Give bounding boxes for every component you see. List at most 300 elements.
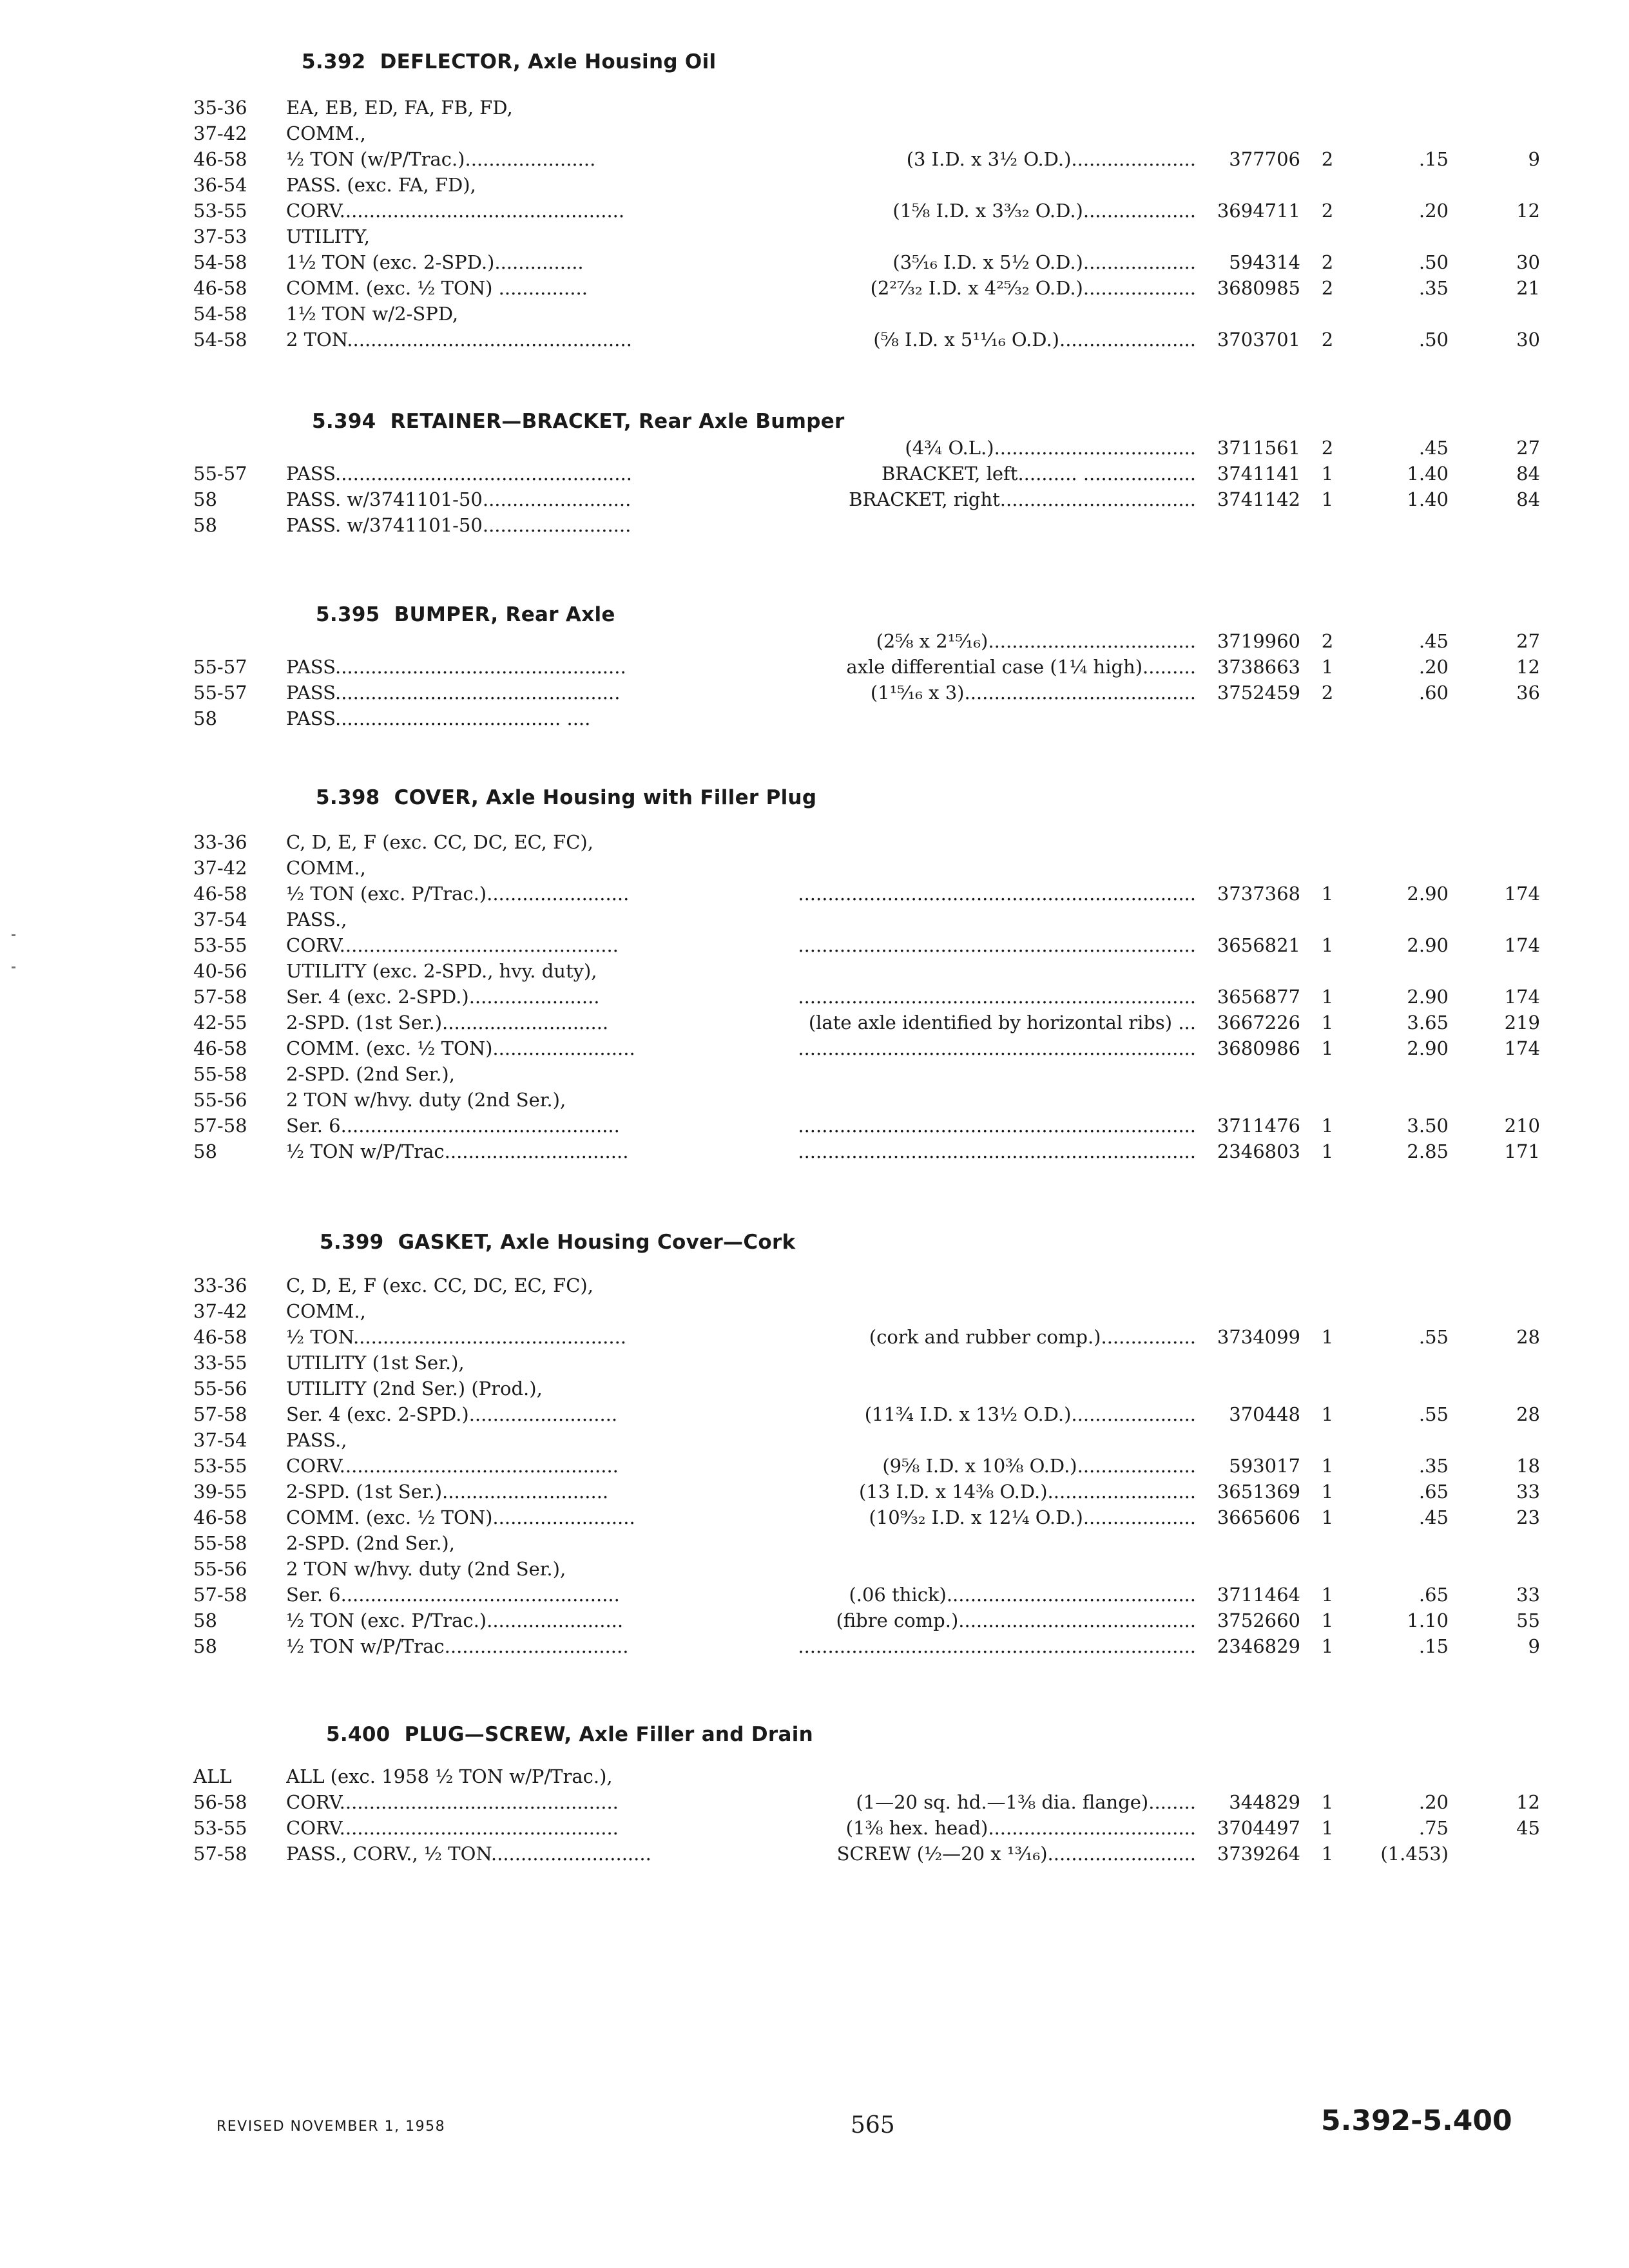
model-description: EA, EB, ED, FA, FB, FD, <box>286 97 513 119</box>
model-years: 55-56 <box>193 1089 247 1111</box>
model-description: ½ TON (exc. P/Trac.)........................ <box>286 883 630 905</box>
part-description: (10⁹⁄₃₂ I.D. x 12¼ O.D.)................... <box>869 1506 1196 1528</box>
model-description: UTILITY (exc. 2-SPD., hvy. duty), <box>286 960 597 982</box>
part-description: ................................................................... <box>798 934 1196 956</box>
part-description: (3⁵⁄₁₆ I.D. x 5½ O.D.)................... <box>892 251 1196 273</box>
part-number: 3694711 <box>1217 200 1300 222</box>
model-description: PASS., <box>286 908 347 930</box>
table-row <box>0 1326 1629 1352</box>
model-description: ½ TON w/P/Trac............................... <box>286 1140 629 1162</box>
table-row <box>0 226 1629 251</box>
part-number: 3704497 <box>1217 1817 1300 1839</box>
price: 2.90 <box>1407 1037 1449 1059</box>
part-number: 377706 <box>1229 148 1300 170</box>
part-description: SCREW (½—20 x ¹³⁄₁₆)......................... <box>836 1843 1196 1865</box>
table-row <box>0 857 1629 883</box>
model-years: 46-58 <box>193 148 247 170</box>
model-description: UTILITY, <box>286 226 370 247</box>
model-description: Ser. 4 (exc. 2-SPD.)...................... <box>286 986 600 1008</box>
table-row <box>0 1584 1629 1610</box>
quantity: 1 <box>1321 1635 1334 1657</box>
model-years: 58 <box>193 1610 217 1631</box>
section-number: 5.395 <box>316 603 380 626</box>
part-number: 2346803 <box>1217 1140 1300 1162</box>
part-description: (cork and rubber comp.)................ <box>869 1326 1196 1348</box>
model-description: PASS., <box>286 1429 347 1451</box>
quantity: 2 <box>1321 200 1334 222</box>
section-header <box>316 603 615 626</box>
weight: 84 <box>1516 463 1540 485</box>
price: 2.90 <box>1407 883 1449 905</box>
table-row <box>0 1843 1629 1869</box>
price: .35 <box>1418 277 1449 299</box>
model-years: 40-56 <box>193 960 247 982</box>
quantity: 2 <box>1321 277 1334 299</box>
price: .50 <box>1418 329 1449 351</box>
model-description: CORV............................................... <box>286 1455 619 1477</box>
weight: 45 <box>1516 1817 1540 1839</box>
table-row <box>0 682 1629 707</box>
model-description: 2-SPD. (1st Ser.)............................ <box>286 1481 609 1503</box>
quantity: 1 <box>1321 1791 1334 1813</box>
table-row <box>0 1378 1629 1403</box>
table-row <box>0 1558 1629 1584</box>
section-number: 5.399 <box>320 1231 384 1254</box>
price: .65 <box>1418 1584 1449 1606</box>
table-row <box>0 1403 1629 1429</box>
table-row <box>0 122 1629 148</box>
model-years: 33-36 <box>193 1274 247 1296</box>
model-years: 46-58 <box>193 1037 247 1059</box>
part-description: (9⅝ I.D. x 10⅜ O.D.).................... <box>882 1455 1196 1477</box>
model-description: 2-SPD. (2nd Ser.), <box>286 1063 455 1085</box>
model-description: 2 TON w/hvy. duty (2nd Ser.), <box>286 1089 566 1111</box>
weight: 174 <box>1504 1037 1540 1059</box>
model-years: 37-42 <box>193 857 247 879</box>
weight: 27 <box>1516 630 1540 652</box>
section-title: BUMPER, Rear Axle <box>394 603 615 626</box>
model-description: UTILITY (1st Ser.), <box>286 1352 465 1374</box>
table-row <box>0 97 1629 122</box>
model-years: 56-58 <box>193 1791 247 1813</box>
part-description: (13 I.D. x 14⅜ O.D.)......................... <box>858 1481 1196 1503</box>
part-number: 3656877 <box>1217 986 1300 1008</box>
part-number: 3719960 <box>1217 630 1300 652</box>
table-row <box>0 1635 1629 1661</box>
part-description: BRACKET, left.......... ................... <box>881 463 1196 485</box>
table-row <box>0 986 1629 1012</box>
table-row <box>0 831 1629 857</box>
price: .55 <box>1418 1403 1449 1425</box>
table-row <box>0 1352 1629 1378</box>
part-description: ................................................................... <box>798 1635 1196 1657</box>
model-description: PASS. w/3741101-50......................... <box>286 514 631 536</box>
price: 2.90 <box>1407 934 1449 956</box>
price: .45 <box>1418 1506 1449 1528</box>
model-years: 46-58 <box>193 277 247 299</box>
model-years: 39-55 <box>193 1481 247 1503</box>
table-row <box>0 251 1629 277</box>
table-row <box>0 934 1629 960</box>
part-description: (1¹⁵⁄₁₆ x 3)....................................... <box>870 682 1196 704</box>
quantity: 1 <box>1321 1584 1334 1606</box>
part-number: 3665606 <box>1217 1506 1300 1528</box>
model-years: 55-57 <box>193 463 247 485</box>
table-row <box>0 1481 1629 1506</box>
section-title: GASKET, Axle Housing Cover—Cork <box>398 1231 796 1254</box>
price: .20 <box>1418 200 1449 222</box>
part-number: 3656821 <box>1217 934 1300 956</box>
weight: 23 <box>1516 1506 1540 1528</box>
quantity: 2 <box>1321 437 1334 459</box>
weight: 33 <box>1516 1584 1540 1606</box>
model-description: ½ TON.............................................. <box>286 1326 627 1348</box>
quantity: 2 <box>1321 329 1334 351</box>
quantity: 1 <box>1321 1817 1334 1839</box>
section-header <box>316 786 816 809</box>
part-number: 3741142 <box>1217 488 1300 510</box>
price: .20 <box>1418 1791 1449 1813</box>
table-row <box>0 1115 1629 1140</box>
table-row <box>0 1300 1629 1326</box>
model-description: PASS., CORV., ½ TON........................... <box>286 1843 651 1865</box>
price: 2.90 <box>1407 986 1449 1008</box>
price: .35 <box>1418 1455 1449 1477</box>
part-description: BRACKET, right................................. <box>849 488 1196 510</box>
price: .20 <box>1418 656 1449 678</box>
weight: 27 <box>1516 437 1540 459</box>
model-years: 55-56 <box>193 1558 247 1580</box>
part-description: (⅝ I.D. x 5¹¹⁄₁₆ O.D.)....................... <box>873 329 1196 351</box>
model-description: C, D, E, F (exc. CC, DC, EC, FC), <box>286 831 593 853</box>
quantity: 1 <box>1321 883 1334 905</box>
model-description: 1½ TON (exc. 2-SPD.)............... <box>286 251 584 273</box>
margin-mark <box>12 966 15 968</box>
model-description: 1½ TON w/2-SPD, <box>286 303 459 325</box>
model-years: 53-55 <box>193 200 247 222</box>
table-row <box>0 463 1629 488</box>
table-row <box>0 656 1629 682</box>
model-years: ALL <box>193 1765 232 1787</box>
model-years: 55-57 <box>193 656 247 678</box>
quantity: 1 <box>1321 1610 1334 1631</box>
model-description: CORV............................................... <box>286 1817 619 1839</box>
table-row <box>0 707 1629 733</box>
model-years: 53-55 <box>193 934 247 956</box>
section-title: COVER, Axle Housing with Filler Plug <box>394 786 817 809</box>
quantity: 2 <box>1321 251 1334 273</box>
model-description: COMM., <box>286 1300 366 1322</box>
price: 1.40 <box>1407 463 1449 485</box>
part-description: ................................................................... <box>798 1037 1196 1059</box>
part-number: 3711464 <box>1217 1584 1300 1606</box>
part-number: 593017 <box>1229 1455 1300 1477</box>
quantity: 1 <box>1321 1115 1334 1137</box>
price: .15 <box>1418 148 1449 170</box>
part-description: (3 I.D. x 3½ O.D.)..................... <box>906 148 1196 170</box>
quantity: 1 <box>1321 1140 1334 1162</box>
model-description: PASS................................................. <box>286 656 626 678</box>
table-row <box>0 1610 1629 1635</box>
quantity: 1 <box>1321 1012 1334 1033</box>
table-row <box>0 908 1629 934</box>
table-row <box>0 1817 1629 1843</box>
price: 1.10 <box>1407 1610 1449 1631</box>
weight: 28 <box>1516 1326 1540 1348</box>
table-row <box>0 630 1629 656</box>
model-description: CORV............................................... <box>286 934 619 956</box>
margin-mark <box>12 934 15 936</box>
weight: 174 <box>1504 934 1540 956</box>
section-header <box>326 1723 813 1746</box>
model-years: 54-58 <box>193 303 247 325</box>
section-header <box>302 50 716 73</box>
weight: 18 <box>1516 1455 1540 1477</box>
quantity: 1 <box>1321 1037 1334 1059</box>
quantity: 2 <box>1321 682 1334 704</box>
page-number: 565 <box>851 2112 895 2138</box>
model-years: 35-36 <box>193 97 247 119</box>
quantity: 1 <box>1321 1455 1334 1477</box>
table-row <box>0 1455 1629 1481</box>
part-number: 344829 <box>1229 1791 1300 1813</box>
section-number: 5.400 <box>326 1723 390 1746</box>
weight: 171 <box>1504 1140 1540 1162</box>
model-description: PASS. (exc. FA, FD), <box>286 174 476 196</box>
quantity: 1 <box>1321 463 1334 485</box>
model-years: 53-55 <box>193 1455 247 1477</box>
model-years: 58 <box>193 1635 217 1657</box>
table-row <box>0 1506 1629 1532</box>
model-years: 58 <box>193 1140 217 1162</box>
part-number: 3739264 <box>1217 1843 1300 1865</box>
part-number: 3651369 <box>1217 1481 1300 1503</box>
model-description: Ser. 6............................................... <box>286 1115 620 1137</box>
price: .45 <box>1418 630 1449 652</box>
model-description: Ser. 6............................................... <box>286 1584 620 1606</box>
price: .65 <box>1418 1481 1449 1503</box>
table-row <box>0 1429 1629 1455</box>
model-description: ½ TON w/P/Trac............................... <box>286 1635 629 1657</box>
part-description: (4¾ O.L.).................................. <box>905 437 1196 459</box>
model-years: 37-42 <box>193 122 247 144</box>
model-description: CORV................................................ <box>286 200 625 222</box>
table-row <box>0 960 1629 986</box>
model-description: CORV............................................... <box>286 1791 619 1813</box>
part-number: 3738663 <box>1217 656 1300 678</box>
table-row <box>0 1791 1629 1817</box>
part-description: (11¾ I.D. x 13½ O.D.)..................... <box>864 1403 1196 1425</box>
model-years: 46-58 <box>193 1506 247 1528</box>
model-years: 55-57 <box>193 682 247 704</box>
quantity: 1 <box>1321 986 1334 1008</box>
part-number: 3711476 <box>1217 1115 1300 1137</box>
table-row <box>0 1089 1629 1115</box>
part-description: ................................................................... <box>798 1115 1196 1137</box>
price: 2.85 <box>1407 1140 1449 1162</box>
model-years: 58 <box>193 514 217 536</box>
quantity: 1 <box>1321 1843 1334 1865</box>
weight: 21 <box>1516 277 1540 299</box>
table-row <box>0 437 1629 463</box>
part-number: 3680985 <box>1217 277 1300 299</box>
model-description: COMM. (exc. ½ TON)........................ <box>286 1037 635 1059</box>
part-description: (2²⁷⁄₃₂ I.D. x 4²⁵⁄₃₂ O.D.)................... <box>870 277 1196 299</box>
table-row <box>0 1765 1629 1791</box>
model-years: 33-36 <box>193 831 247 853</box>
table-row <box>0 1037 1629 1063</box>
table-row <box>0 1063 1629 1089</box>
table-row <box>0 174 1629 200</box>
part-description: ................................................................... <box>798 883 1196 905</box>
model-years: 57-58 <box>193 986 247 1008</box>
section-header <box>312 410 845 433</box>
price: 3.65 <box>1407 1012 1449 1033</box>
price: .50 <box>1418 251 1449 273</box>
quantity: 1 <box>1321 1326 1334 1348</box>
model-years: 54-58 <box>193 329 247 351</box>
weight: 28 <box>1516 1403 1540 1425</box>
part-description: axle differential case (1¼ high)......... <box>846 656 1196 678</box>
model-years: 55-56 <box>193 1378 247 1399</box>
weight: 210 <box>1504 1115 1540 1137</box>
section-number: 5.398 <box>316 786 380 809</box>
table-row <box>0 883 1629 908</box>
part-description: (late axle identified by horizontal ribs) ... <box>808 1012 1196 1033</box>
part-description: ................................................................... <box>798 1140 1196 1162</box>
part-number: 2346829 <box>1217 1635 1300 1657</box>
weight: 55 <box>1516 1610 1540 1631</box>
quantity: 1 <box>1321 656 1334 678</box>
model-description: PASS.................................................. <box>286 463 632 485</box>
section-header <box>320 1231 796 1254</box>
model-years: 36-54 <box>193 174 247 196</box>
quantity: 1 <box>1321 1506 1334 1528</box>
table-row <box>0 303 1629 329</box>
model-description: ½ TON (exc. P/Trac.)....................... <box>286 1610 624 1631</box>
price: (1.453) <box>1380 1843 1449 1865</box>
section-number: 5.392 <box>302 50 366 73</box>
model-description: ALL (exc. 1958 ½ TON w/P/Trac.), <box>286 1765 613 1787</box>
weight: 174 <box>1504 986 1540 1008</box>
model-years: 58 <box>193 707 217 729</box>
model-years: 54-58 <box>193 251 247 273</box>
part-number: 370448 <box>1229 1403 1300 1425</box>
part-number: 3752660 <box>1217 1610 1300 1631</box>
weight: 36 <box>1516 682 1540 704</box>
table-row <box>0 277 1629 303</box>
model-years: 37-54 <box>193 1429 247 1451</box>
quantity: 2 <box>1321 630 1334 652</box>
price: .75 <box>1418 1817 1449 1839</box>
part-number: 3703701 <box>1217 329 1300 351</box>
weight: 30 <box>1516 329 1540 351</box>
section-range: 5.392-5.400 <box>1321 2104 1512 2137</box>
model-description: COMM. (exc. ½ TON) ............... <box>286 277 588 299</box>
section-number: 5.394 <box>312 410 376 433</box>
model-years: 46-58 <box>193 883 247 905</box>
part-description: ................................................................... <box>798 986 1196 1008</box>
model-years: 57-58 <box>193 1584 247 1606</box>
model-description: COMM., <box>286 122 366 144</box>
model-years: 37-42 <box>193 1300 247 1322</box>
model-years: 46-58 <box>193 1326 247 1348</box>
part-number: 3734099 <box>1217 1326 1300 1348</box>
quantity: 1 <box>1321 1481 1334 1503</box>
model-description: PASS................................................ <box>286 682 621 704</box>
part-description: (1—20 sq. hd.—1⅜ dia. flange)........ <box>856 1791 1196 1813</box>
model-description: PASS...................................... .... <box>286 707 591 729</box>
model-years: 58 <box>193 488 217 510</box>
part-number: 3741141 <box>1217 463 1300 485</box>
section-title: PLUG—SCREW, Axle Filler and Drain <box>404 1723 814 1746</box>
model-years: 57-58 <box>193 1843 247 1865</box>
weight: 12 <box>1516 1791 1540 1813</box>
part-number: 3737368 <box>1217 883 1300 905</box>
model-years: 37-54 <box>193 908 247 930</box>
model-description: COMM., <box>286 857 366 879</box>
quantity: 1 <box>1321 1403 1334 1425</box>
section-title: RETAINER—BRACKET, Rear Axle Bumper <box>390 410 845 433</box>
table-row <box>0 329 1629 354</box>
model-description: 2-SPD. (1st Ser.)............................ <box>286 1012 609 1033</box>
table-row <box>0 1532 1629 1558</box>
revision-date: REVISED NOVEMBER 1, 1958 <box>217 2119 446 2135</box>
table-row <box>0 200 1629 226</box>
model-years: 57-58 <box>193 1115 247 1137</box>
weight: 174 <box>1504 883 1540 905</box>
model-years: 55-58 <box>193 1063 247 1085</box>
section-title: DEFLECTOR, Axle Housing Oil <box>380 50 717 73</box>
part-number: 3711561 <box>1217 437 1300 459</box>
quantity: 1 <box>1321 934 1334 956</box>
table-row <box>0 488 1629 514</box>
weight: 219 <box>1504 1012 1540 1033</box>
price: 1.40 <box>1407 488 1449 510</box>
model-years: 42-55 <box>193 1012 247 1033</box>
weight: 9 <box>1528 148 1540 170</box>
model-years: 33-55 <box>193 1352 247 1374</box>
part-description: (2⅝ x 2¹⁵⁄₁₆)................................... <box>876 630 1196 652</box>
part-description: (.06 thick).......................................... <box>849 1584 1196 1606</box>
price: .55 <box>1418 1326 1449 1348</box>
table-row <box>0 514 1629 540</box>
table-row <box>0 148 1629 174</box>
model-years: 53-55 <box>193 1817 247 1839</box>
part-number: 3680986 <box>1217 1037 1300 1059</box>
model-description: 2-SPD. (2nd Ser.), <box>286 1532 455 1554</box>
weight: 30 <box>1516 251 1540 273</box>
model-description: PASS. w/3741101-50......................... <box>286 488 631 510</box>
weight: 84 <box>1516 488 1540 510</box>
model-years: 55-58 <box>193 1532 247 1554</box>
part-description: (fibre comp.)........................................ <box>836 1610 1196 1631</box>
part-number: 3667226 <box>1217 1012 1300 1033</box>
part-number: 594314 <box>1229 251 1300 273</box>
model-description: ½ TON (w/P/Trac.)...................... <box>286 148 596 170</box>
model-description: 2 TON................................................ <box>286 329 632 351</box>
table-row <box>0 1012 1629 1037</box>
model-years: 57-58 <box>193 1403 247 1425</box>
quantity: 1 <box>1321 488 1334 510</box>
weight: 12 <box>1516 200 1540 222</box>
weight: 9 <box>1528 1635 1540 1657</box>
price: .15 <box>1418 1635 1449 1657</box>
model-description: Ser. 4 (exc. 2-SPD.)......................... <box>286 1403 618 1425</box>
part-description: (1⅜ hex. head)................................... <box>845 1817 1196 1839</box>
model-description: 2 TON w/hvy. duty (2nd Ser.), <box>286 1558 566 1580</box>
part-description: (1⅝ I.D. x 3³⁄₃₂ O.D.)................... <box>892 200 1196 222</box>
